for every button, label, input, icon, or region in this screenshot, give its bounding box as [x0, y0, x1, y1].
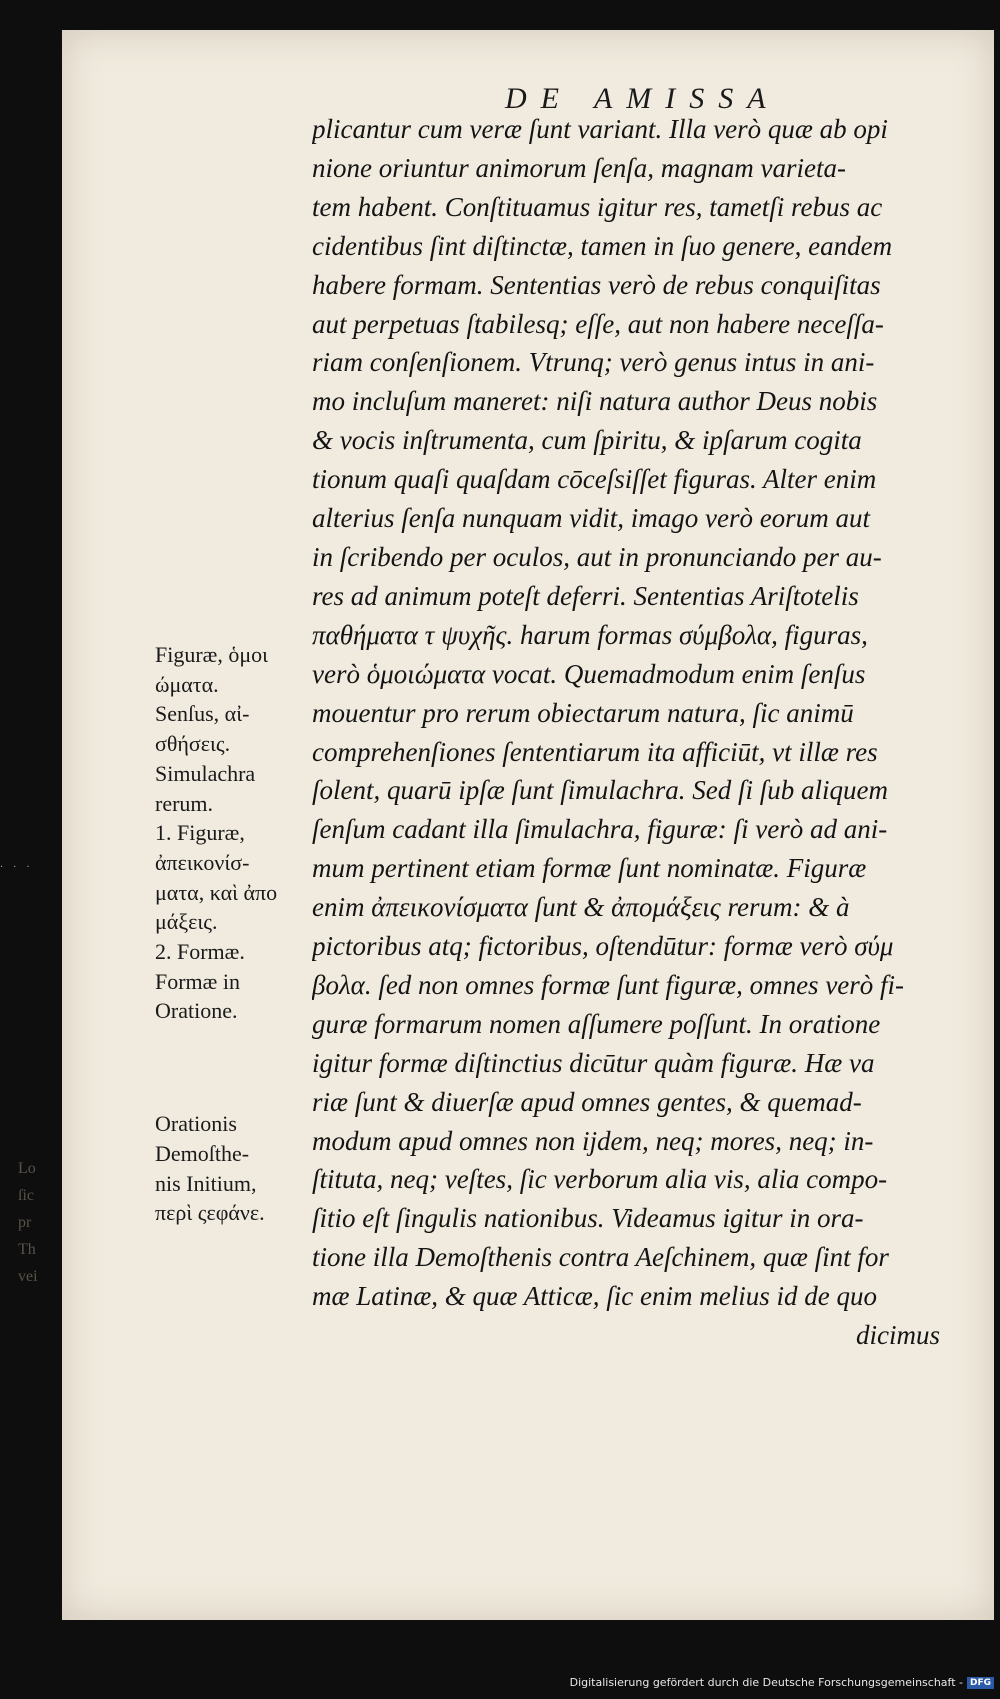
text-line: comprehenſiones ſententiarum ita afficiūt, vt illæ res: [312, 736, 878, 767]
text-line: res ad animum poteſt deferri. Sententias Ariſtotelis: [312, 580, 859, 611]
text-line: tionum quaſi quaſdam cōceſsiſſet figuras. Alter enim: [312, 464, 877, 495]
margin-note-line: Simulachra: [155, 760, 256, 786]
text-line: παθήματα τ ψυχῆς. harum formas σύμβολα, figuras,: [312, 619, 868, 650]
margin-note-line: περὶ ςεφάνε.: [155, 1200, 265, 1226]
bleed-line: Th: [18, 1241, 36, 1258]
text-line: pictoribus atq; fictoribus, oſtendūtur: formæ verò σύμ: [312, 931, 894, 962]
text-line: in ſcribendo per oculos, aut in pronunciando per au-: [312, 541, 882, 572]
text-line: βολα. ſed non omnes formæ ſunt figuræ, omnes verò fi-: [312, 969, 905, 1000]
text-line: aut perpetuas ſtabilesq; eſſe, aut non habere neceſſa-: [312, 308, 884, 339]
margin-note-line: 2. Formæ.: [155, 939, 245, 965]
text-line: guræ formarum nomen aſſumere poſſunt. In oratione: [312, 1008, 881, 1039]
text-line: riam conſenſionem. Vtrunq; verò genus intus in ani-: [312, 347, 875, 378]
running-head: DE AMISSA: [505, 82, 780, 115]
margin-note-line: 1. Figuræ,: [155, 820, 245, 846]
margin-gap: [155, 1026, 305, 1109]
text-line: igitur formæ diſtinctius dicūtur quàm figuræ. Hæ va: [312, 1047, 875, 1078]
margin-note-line: Demoſthe-: [155, 1140, 250, 1166]
text-line: ſitio eſt ſingulis nationibus. Videamus igitur in ora-: [312, 1203, 864, 1234]
text-line: ſenſum cadant illa ſimulachra, figuræ: ſi verò ad ani-: [312, 814, 888, 845]
text-line: riæ ſunt & diuerſæ apud omnes gentes, & quemad-: [312, 1086, 862, 1117]
text-line: enim ἀπεικονίσματα ſunt & ἀπομάξεις rerum: & à: [312, 892, 850, 923]
text-line: tione illa Demoſthenis contra Aeſchinem, quæ ſint for: [312, 1242, 889, 1273]
text-line: mo incluſum maneret: niſi natura author Deus nobis: [312, 386, 878, 417]
main-text-column: [312, 110, 944, 1355]
margin-note-line: rerum.: [155, 790, 214, 816]
text-line: nione oriuntur animorum ſenſa, magnam varieta-: [312, 152, 846, 183]
digitization-credit: [570, 1676, 994, 1689]
margin-note-line: Formæ in: [155, 968, 240, 994]
scan-edge-marks: ···: [0, 862, 40, 873]
dfg-logo-icon: DFG: [967, 1677, 994, 1689]
text-line: & vocis inſtrumenta, cum ſpiritu, & ipſarum cogita: [312, 425, 862, 456]
text-line: ſolent, quarū ipſæ ſunt ſimulachra. Sed ſi ſub aliquem: [312, 775, 888, 806]
text-line: alterius ſenſa nunquam vidit, imago verò eorum aut: [312, 503, 870, 534]
text-line: mæ Latinæ, & quæ Atticæ, ſic enim melius id de quo: [312, 1281, 877, 1312]
margin-note-line: nis Initium,: [155, 1170, 257, 1196]
text-line: cidentibus ſint diſtinctæ, tamen in ſuo genere, eandem: [312, 230, 893, 261]
text-line: plicantur cum veræ ſunt variant. Illa verò quæ ab opi: [312, 114, 888, 144]
margin-note-line: ματα, καὶ ἀπο: [155, 879, 278, 905]
margin-note-line: Orationis: [155, 1111, 237, 1137]
adjacent-page-bleed: [18, 1155, 58, 1290]
text-line: verò ὁμοιώματα vocat. Quemadmodum enim ſenſus: [312, 658, 866, 689]
text-line: habere formam. Sententias verò de rebus conquiſitas: [312, 269, 881, 300]
catchword: dicimus: [856, 1320, 940, 1351]
margin-note-line: Figuræ, ὁμοι: [155, 642, 269, 667]
bleed-line: pr: [18, 1214, 32, 1231]
bleed-line: ſic: [18, 1187, 34, 1204]
bleed-line: vei: [18, 1268, 38, 1285]
text-line: ſtituta, neq; veſtes, ſic verborum alia vis, alia compo-: [312, 1164, 888, 1195]
text-line: tem habent. Conſtituamus igitur res, tametſi rebus ac: [312, 191, 883, 222]
text-line: modum apud omnes non ijdem, neq; mores, neq; in-: [312, 1125, 874, 1156]
marginal-notes: [155, 640, 305, 1228]
credit-text: Digitalisierung gefördert durch die Deutsche Forschungsgemeinschaft -: [569, 1676, 963, 1689]
text-line: mum pertinent etiam formæ ſunt nominatæ. Figuræ: [312, 853, 867, 884]
margin-note-line: μάξεις.: [155, 909, 218, 935]
margin-note-line: ώματα.: [155, 671, 219, 697]
margin-note-line: Oratione.: [155, 998, 238, 1024]
text-line: mouentur pro rerum obiectarum natura, ſic animū: [312, 697, 854, 728]
margin-note-line: ἀπεικονίσ-: [155, 849, 250, 875]
margin-note-line: σθήσεις.: [155, 731, 231, 757]
bleed-line: Lo: [18, 1160, 36, 1177]
margin-note-line: Senſus, αἰ-: [155, 701, 250, 727]
